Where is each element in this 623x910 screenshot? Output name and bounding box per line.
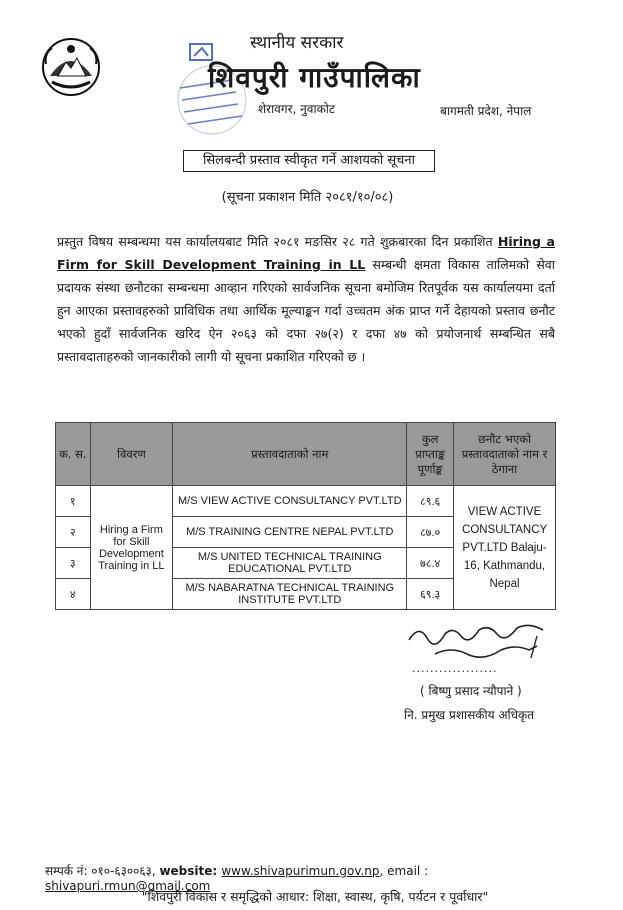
row-bidder-name: M/S UNITED TECHNICAL TRAINING EDUCATIONAL PVT.LTD xyxy=(173,548,407,579)
row-description: Hiring a Firm for Skill Development Training in LL xyxy=(90,486,173,610)
notice-body-part-a: प्रस्तुत विषय सम्बन्धमा यस कार्यालयबाट मिति २०८१ मङसिर २८ गते शुक्रबारका दिन प्रकाशित xyxy=(57,234,498,249)
row-bidder-name: M/S TRAINING CENTRE NEPAL PVT.LTD xyxy=(173,517,407,548)
row-serial: १ xyxy=(56,486,91,517)
signatory-title: नि. प्रमुख प्रशासकीय अधिकृत xyxy=(404,708,535,722)
municipality-name: शिवपुरी गाउँपालिका xyxy=(208,61,421,94)
email-link[interactable]: shivapuri.rmun@gmail.com xyxy=(45,879,211,893)
signature-scribble-icon xyxy=(405,616,555,664)
email-label: , email : xyxy=(379,864,429,878)
header-subtitle: स्थानीय सरकार xyxy=(250,33,344,53)
table-row xyxy=(56,486,556,517)
row-serial: ४ xyxy=(56,579,91,610)
bid-results-table xyxy=(55,422,556,610)
row-serial: ३ xyxy=(56,548,91,579)
header-description: विवरण xyxy=(90,423,173,486)
row-score: ८९.६ xyxy=(407,486,454,517)
publication-date: (सूचना प्रकाशन मिति २०८१/१०/०८) xyxy=(221,190,394,205)
row-bidder-name: M/S NABARATNA TECHNICAL TRAINING INSTITUTE PVT.LTD xyxy=(173,579,407,610)
project-title: Hiring a Firm for Skill Development Training in LL xyxy=(57,234,555,272)
row-score: ७८.४ xyxy=(407,548,454,579)
header-serial: क. स. xyxy=(56,423,91,486)
office-address: शेरावगर, नुवाकोट xyxy=(258,102,335,116)
notice-body-part-b: सम्बन्धी क्षमता विकास तालिमको सेवा प्रदायक संस्था छनौटका सम्बन्धमा आव्हान गरिएको सार्वजनिक सूचना बमोजिम रितपूर्वक यस कार्यालयमा दर्ता हुन आएका प्रस्तावहरुको प्राविधिक तथा आर्थिक मूल्याङ्कन गर्दा उच्चतम अंक प्राप्त गर्ने देहायको प्रस्ताव छनौट भएको हुदाँ सार्वजनिक खरिद ऐन २०६३ को दफा २७(२) र दफा ४७ को प्रयोजनार्थ सम्बन्धित सबै प्रस्तावदाताहरुको जानकारीको लागी यो सूचना प्रकाशित गरिएको छ । xyxy=(57,257,555,364)
contact-phone: सम्पर्क नं: ०१०-६३००६३, xyxy=(45,864,160,878)
signature-dots: ................... xyxy=(412,662,498,675)
footer-slogan: "शिवपुरी विकास र समृद्धिको आधार: शिक्षा, स्वास्थ, कृषि, पर्यटन र पूर्वाधार" xyxy=(141,889,489,904)
notice-body xyxy=(57,230,555,368)
header-score: कुल प्राप्ताङ्क पूर्णाङ्क xyxy=(407,423,454,486)
province-name: बागमती प्रदेश, नेपाल xyxy=(440,104,532,118)
header-selected-bidder: छनौट भएको प्रस्तावदाताको नाम र ठेगाना xyxy=(454,423,556,486)
header-bidder-name: प्रस्तावदाताको नाम xyxy=(173,423,407,486)
notice-title: सिलबन्दी प्रस्ताव स्वीकृत गर्ने आशयको सूचना xyxy=(183,150,435,172)
selected-bidder: VIEW ACTIVE CONSULTANCY PVT.LTD Balaju-16, Kathmandu, Nepal xyxy=(454,486,556,610)
signatory-name: ( बिष्णु प्रसाद न्यौपाने ) xyxy=(420,684,522,698)
row-bidder-name: M/S VIEW ACTIVE CONSULTANCY PVT.LTD xyxy=(173,486,407,517)
table-header-row xyxy=(56,423,556,486)
nepal-emblem-icon xyxy=(40,36,102,98)
row-serial: २ xyxy=(56,517,91,548)
website-link[interactable]: www.shivapurimun.gov.np xyxy=(221,864,380,878)
website-label: website: xyxy=(159,864,222,878)
row-score: ८७.० xyxy=(407,517,454,548)
row-score: ६९.३ xyxy=(407,579,454,610)
